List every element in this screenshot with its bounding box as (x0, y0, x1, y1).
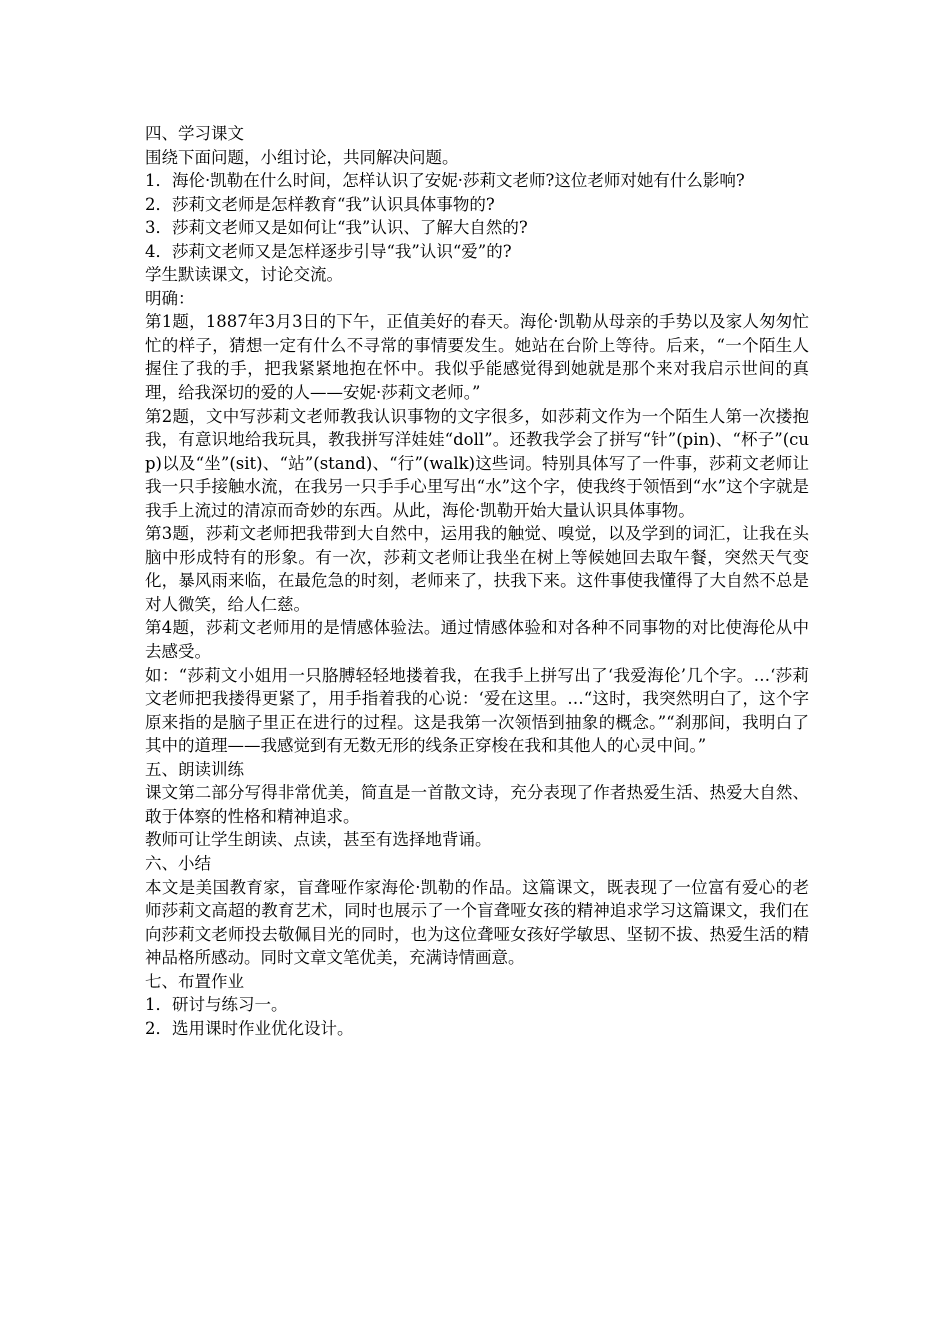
answer-3: 第3题，莎莉文老师把我带到大自然中，运用我的触觉、嗅觉，以及学到的词汇，让我在头脑中形成特有的形象。有一次，莎莉文老师让我坐在树上等候她回去取午餐，突然天气变化，暴风雨来临，在最危急的时刻，老师来了，扶我下来。这件事使我懂得了大自然不总是对人微笑，给人仁慈。 (145, 524, 809, 614)
section-heading-homework: 七、布置作业 (145, 971, 244, 991)
clarify-label: 明确： (145, 288, 195, 308)
reading-paragraph-1: 课文第二部分写得非常优美，简直是一首散文诗，充分表现了作者热爱生活、热爱大自然、敢于体察的性格和精神追求。 (145, 783, 809, 826)
document-page (145, 122, 809, 1040)
student-activity: 学生默读课文，讨论交流。 (145, 265, 343, 285)
answer-4-example: 如：“莎莉文小姐用一只胳膊轻轻地搂着我，在我手上拼写出了‘我爱海伦’几个字。…‘莎莉文老师把我搂得更紧了，用手指着我的心说：‘爱在这里。…“这时，我突然明白了，这个字原来指的是脑子里正在进行的过程。这是我第一次领悟到抽象的概念。”“刹那间，我明白了其中的道理——我感觉到有无数无形的线条正穿梭在我和其他人的心灵中间。” (145, 665, 809, 756)
section-heading-reading-training: 五、朗读训练 (145, 759, 244, 779)
discussion-intro: 围绕下面问题，小组讨论，共同解决问题。 (145, 147, 459, 167)
reading-paragraph-2: 教师可让学生朗读、点读，甚至有选择地背诵。 (145, 830, 492, 850)
question-2: 2．莎莉文老师是怎样教育“我”认识具体事物的? (145, 194, 495, 214)
question-1: 1．海伦·凯勒在什么时间，怎样认识了安妮·莎莉文老师?这位老师对她有什么影响? (145, 171, 745, 191)
homework-item-2: 2．选用课时作业优化设计。 (145, 1018, 354, 1038)
answer-4: 第4题，莎莉文老师用的是情感体验法。通过情感体验和对各种不同事物的对比使海伦从中去感受。 (145, 618, 809, 662)
summary-paragraph: 本文是美国教育家，盲聋哑作家海伦·凯勒的作品。这篇课文，既表现了一位富有爱心的老师莎莉文高超的教育艺术，同时也展示了一个盲聋哑女孩的精神追求学习这篇课文，我们在向莎莉文老师投去敬佩目光的同时，也为这位聋哑女孩好学敏思、坚韧不拔、热爱生活的精神品格所感动。同时文章文笔优美，充满诗情画意。 (145, 877, 809, 968)
section-heading-study-text: 四、学习课文 (145, 124, 244, 143)
question-3: 3．莎莉文老师又是如何让“我”认识、了解大自然的? (145, 218, 528, 238)
section-heading-summary: 六、小结 (145, 853, 211, 873)
answer-1: 第1题，1887年3月3日的下午，正值美好的春天。海伦·凯勒从母亲的手势以及家人匆匆忙忙的样子，猜想一定有什么不寻常的事情要发生。她站在台阶上等待。后来，“一个陌生人握住了我的手，把我紧紧地抱在怀中。我似乎能感觉得到她就是那个来对我启示世间的真理，给我深切的爱的人——安妮·莎莉文老师。” (145, 312, 809, 403)
question-4: 4．莎莉文老师又是怎样逐步引导“我”认识“爱”的? (145, 241, 512, 261)
answer-2: 第2题，文中写莎莉文老师教我认识事物的文字很多，如莎莉文作为一个陌生人第一次搂抱我，有意识地给我玩具，教我拼写洋娃娃“doll”。还教我学会了拼写“针”(pin)、“杯子”(cup)以及“坐”(sit)、“站”(stand)、“行”(walk)这些词。特别具体写了一件事，莎莉文老师让我一只手接触水流，在我另一只手手心里写出“水”这个字，使我终于领悟到“水”这个字就是我手上流过的清凉而奇妙的东西。从此，海伦·凯勒开始大量认识具体事物。 (145, 406, 809, 520)
homework-item-1: 1．研讨与练习一。 (145, 995, 288, 1015)
